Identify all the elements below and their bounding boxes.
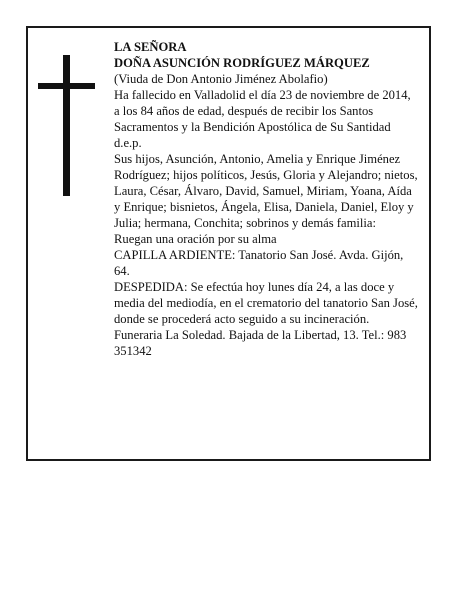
deceased-name: DOÑA ASUNCIÓN RODRÍGUEZ MÁRQUEZ — [114, 56, 370, 70]
cross-icon — [63, 55, 70, 196]
widow-line: (Viuda de Don Antonio Jiménez Abolafio) — [114, 72, 328, 86]
prayer-request: Ruegan una oración por su alma — [114, 232, 277, 246]
death-announcement: Ha fallecido en Valladolid el día 23 de noviembre de 2014, a los 84 años de edad, después de recibir los Santos Sacramentos y la Bendición Apostólica de Su Santidad — [114, 88, 411, 134]
farewell-info: DESPEDIDA: Se efectúa hoy lunes día 24, a las doce y media del mediodía, en el crematorio del tanatorio San José, donde se procederá acto seguido a su incineración. — [114, 280, 418, 326]
chapel-info: CAPILLA ARDIENTE: Tanatorio San José. Avda. Gijón, 64. — [114, 248, 404, 278]
cross-icon-crossbar — [38, 83, 95, 89]
family-list: Sus hijos, Asunción, Antonio, Amelia y Enrique Jiménez Rodríguez; hijos políticos, Jesús, Gloria y Alejandro; nietos, Laura, César, Álvaro, David, Samuel, Miriam, Yoana, Aída y Enrique; bisnietos, Ángela, Elisa, Daniela, Daniel, Eloy y Julia; hermana, Conchita; sobrinos y demás familia: — [114, 152, 418, 230]
funeral-home-info: Funeraria La Soledad. Bajada de la Libertad, 13. Tel.: 983 351342 — [114, 328, 407, 358]
obituary-text — [114, 39, 419, 359]
rip-line: d.e.p. — [114, 136, 142, 150]
heading: LA SEÑORA — [114, 40, 187, 54]
